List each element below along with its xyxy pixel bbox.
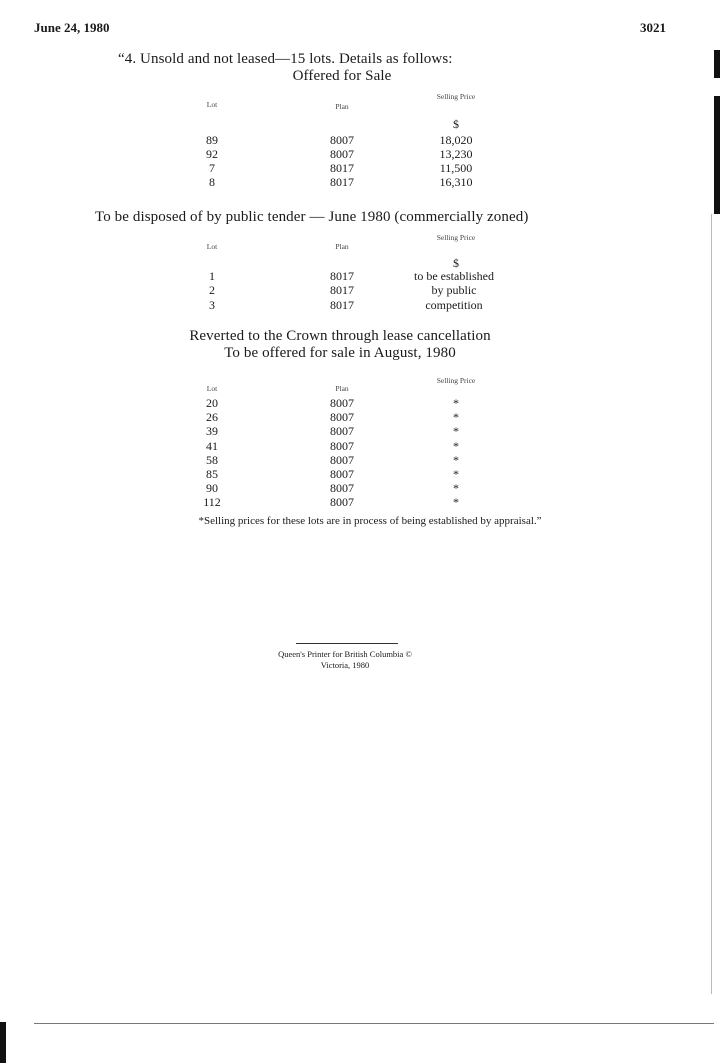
section3-subheading: To be offered for sale in August, 1980 <box>224 345 456 361</box>
price-cell: competition <box>425 297 483 312</box>
section2-col-lot: Lot <box>206 242 218 251</box>
section1-col-plan: Plan <box>335 102 349 111</box>
price-cell: * <box>453 410 459 425</box>
table-row <box>0 147 720 161</box>
page-number: 3021 <box>640 20 666 35</box>
table-row <box>0 424 720 438</box>
section3-heading: Reverted to the Crown through lease cancellation <box>189 328 491 344</box>
plan-cell: 8007 <box>330 396 354 410</box>
plan-cell: 8007 <box>330 410 354 425</box>
price-cell: 11,500 <box>439 161 473 175</box>
table-row <box>0 269 720 283</box>
price-cell: * <box>453 481 459 496</box>
plan-cell: 8007 <box>330 147 354 161</box>
table-row <box>0 410 720 424</box>
price-cell: by public <box>431 283 477 298</box>
section3-col-lot: Lot <box>206 384 218 393</box>
imprint-printer: Queen's Printer for British Columbia © <box>278 649 412 659</box>
scan-edge-mark <box>0 1022 6 1063</box>
price-cell: 18,020 <box>439 133 473 147</box>
table-row <box>0 298 720 312</box>
price-cell: * <box>453 466 459 481</box>
section1-col-lot: Lot <box>206 100 218 109</box>
lot-cell: 92 <box>206 147 218 161</box>
plan-cell: 8017 <box>330 161 354 175</box>
lot-cell: 20 <box>206 396 218 410</box>
lot-cell: 39 <box>206 424 218 439</box>
plan-cell: 8007 <box>330 481 354 496</box>
plan-cell: 8007 <box>330 438 354 453</box>
section1-heading: “4. Unsold and not leased—15 lots. Details as follows: <box>118 51 453 67</box>
lot-cell: 8 <box>209 175 215 189</box>
section3-col-plan: Plan <box>335 384 349 393</box>
plan-cell: 8007 <box>330 133 354 147</box>
lot-cell: 26 <box>206 410 218 425</box>
plan-cell: 8017 <box>330 269 354 283</box>
price-cell: * <box>453 452 459 467</box>
plan-cell: 8017 <box>330 283 354 298</box>
section3-table <box>0 396 720 510</box>
price-cell: 13,230 <box>439 147 473 161</box>
plan-cell: 8007 <box>330 466 354 481</box>
section2-col-plan: Plan <box>335 242 349 251</box>
plan-cell: 8007 <box>330 495 354 510</box>
table-row <box>0 453 720 467</box>
section2-col-price: Selling Price <box>436 233 476 242</box>
lot-cell: 2 <box>209 283 215 298</box>
footnote: *Selling prices for these lots are in process of being established by appraisal.” <box>198 515 542 527</box>
plan-cell: 8007 <box>330 452 354 467</box>
lot-cell: 7 <box>209 161 215 175</box>
lot-cell: 90 <box>206 481 218 496</box>
section3-col-price: Selling Price <box>436 376 476 385</box>
lot-cell: 58 <box>206 452 218 467</box>
scan-edge-mark <box>714 96 720 214</box>
section1-subheading: Offered for Sale <box>292 68 392 84</box>
plan-cell: 8017 <box>330 297 354 312</box>
table-row <box>0 133 720 147</box>
table-row <box>0 175 720 189</box>
lot-cell: 41 <box>206 438 218 453</box>
section2-currency: $ <box>453 256 459 270</box>
table-row <box>0 481 720 495</box>
lot-cell: 3 <box>209 297 215 312</box>
plan-cell: 8017 <box>330 175 354 189</box>
table-row <box>0 495 720 509</box>
header-date: June 24, 1980 <box>34 20 110 35</box>
lot-cell: 85 <box>206 466 218 481</box>
section1-col-price: Selling Price <box>436 92 476 101</box>
price-cell: to be established <box>414 269 494 283</box>
imprint <box>230 649 460 671</box>
table-row <box>0 396 720 410</box>
section2-table <box>0 269 720 312</box>
imprint-place: Victoria, 1980 <box>320 660 370 670</box>
section2-heading: To be disposed of by public tender — June 1980 (commercially zoned) <box>95 209 529 225</box>
price-cell: * <box>453 438 459 453</box>
price-cell: * <box>453 495 459 510</box>
imprint-rule <box>296 643 398 644</box>
scan-bottom-line <box>34 1023 714 1024</box>
section1-currency: $ <box>453 117 459 131</box>
price-cell: * <box>453 424 459 439</box>
lot-cell: 112 <box>203 495 221 510</box>
table-row <box>0 161 720 175</box>
table-row <box>0 467 720 481</box>
lot-cell: 1 <box>209 269 215 283</box>
table-row <box>0 439 720 453</box>
lot-cell: 89 <box>206 133 218 147</box>
table-row <box>0 283 720 297</box>
plan-cell: 8007 <box>330 424 354 439</box>
scan-edge-line <box>711 214 712 994</box>
price-cell: 16,310 <box>439 175 473 189</box>
scan-edge-mark <box>714 50 720 78</box>
section1-table <box>0 133 720 189</box>
price-cell: * <box>453 396 459 410</box>
